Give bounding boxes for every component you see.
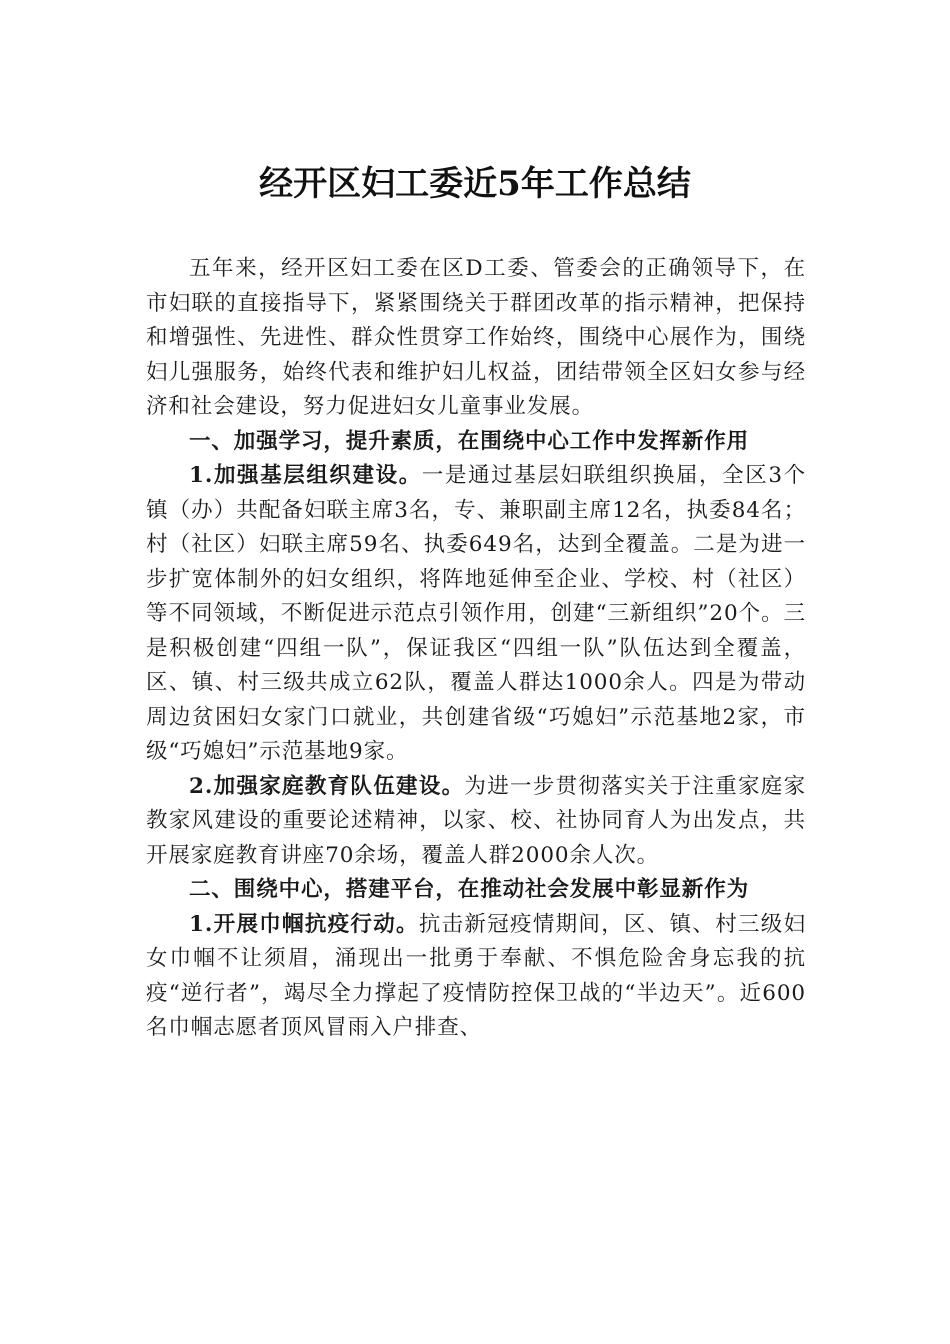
section-1-item-1-text: 一是通过基层妇联组织换届，全区3个镇（办）共配备妇联主席3名，专、兼职副主席12名，执委84名；村（社区）妇联主席59名、执委649名，达到全覆盖。二是为进一步扩宽体制外的妇女组织，将阵地延伸至企业、学校、村（社区）等不同领域，不断促进示范点引领作用，创建“三新组织”20个。三是积极创建“四组一队”，保证我区“四组一队”队伍达到全覆盖，区、镇、村三级共成立62队，覆盖人群达1000余人。四是为带动周边贫困妇女家门口就业，共创建省级“巧媳妇”示范基地2家，市级“巧媳妇”示范基地9家。 — [146, 463, 806, 764]
section-1-heading: 一、加强学习，提升素质，在围绕中心工作中发挥新作用 — [189, 428, 750, 454]
section-2-item-1-paragraph — [146, 908, 806, 1046]
intro-paragraph: 五年来，经开区妇工委在区D工委、管委会的正确领导下，在市妇联的直接指导下，紧紧围绕关于群团改革的指示精神，把保持和增强性、先进性、群众性贯穿工作始终，围绕中心展作为，围绕妇儿强服务，始终代表和维护妇儿权益，团结带领全区妇女参与经济和社会建设，努力促进妇女儿童事业发展。 — [146, 256, 806, 419]
section-1-item-2-paragraph — [146, 770, 806, 874]
document-body — [146, 252, 806, 1046]
section-1-item-2-lead: 2.加强家庭教育队伍建设。 — [189, 773, 465, 799]
section-2-heading: 二、围绕中心，搭建平台，在推动社会发展中彰显新作为 — [189, 877, 750, 902]
section-1-item-1-lead: 1.加强基层组织建设。 — [189, 463, 422, 488]
section-1-item-2-text: 为进一步贯彻落实关于注重家庭家教家风建设的重要论述精神，以家、校、社协同育人为出发点，共开展家庭教育讲座70余场，覆盖人群2000余人次。 — [146, 773, 806, 868]
section-2-item-1-lead: 1.开展巾帼抗疫行动。 — [189, 911, 419, 937]
document-title: 经开区妇工委近5年工作总结 — [259, 164, 691, 204]
section-1-item-1-paragraph — [146, 459, 806, 770]
section-2-item-1-text: 抗击新冠疫情期间，区、镇、村三级妇女巾帼不让须眉，涌现出一批勇于奉献、不惧危险舍身忘我的抗疫“逆行者”，竭尽全力撑起了疫情防控保卫战的“半边天”。近600名巾帼志愿者顶风冒雨入户排查、 — [146, 911, 806, 1040]
